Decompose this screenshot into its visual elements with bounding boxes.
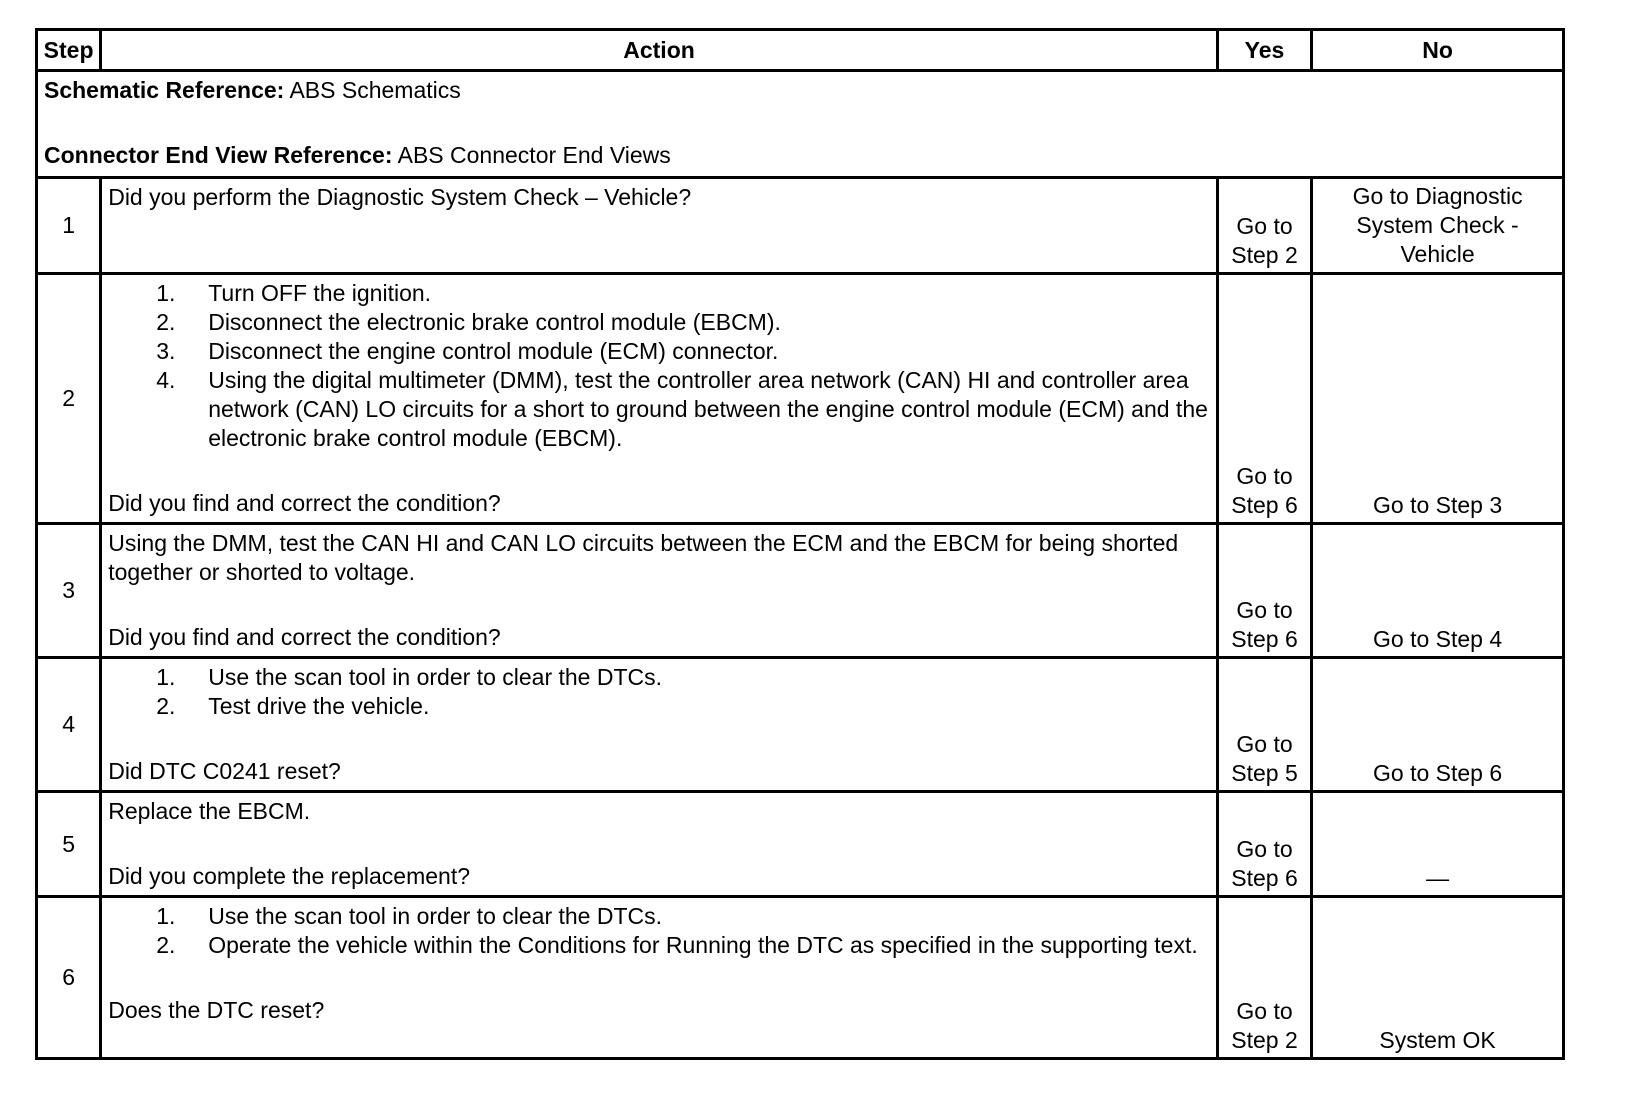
list-item: [108, 308, 1210, 337]
action-cell: [101, 792, 1218, 897]
question-text: Does the DTC reset?: [108, 997, 325, 1023]
table-row: [37, 792, 1564, 897]
list-item: [108, 366, 1210, 453]
yes-cell: Go to Step 6: [1217, 274, 1311, 524]
action-text: Using the DMM, test the CAN HI and CAN LO circuits between the ECM and the EBCM for being shorted together or shorted to voltage.: [108, 530, 1179, 585]
list-item-number: 3.: [156, 338, 176, 364]
no-cell: Go to Diagnostic System Check - Vehicle: [1312, 178, 1564, 274]
table-row: [37, 897, 1564, 1059]
action-cell: [101, 178, 1218, 274]
action-text: Did you perform the Diagnostic System Check – Vehicle?: [108, 184, 692, 210]
reference-spacer: [44, 105, 1556, 141]
list-item: [108, 692, 1210, 721]
connector-reference-label: Connector End View Reference:: [44, 142, 393, 168]
reference-cell: [37, 71, 1564, 178]
spacer: [108, 587, 1210, 623]
step-number: 4: [37, 658, 101, 792]
table-row: [37, 658, 1564, 792]
step-number: 6: [37, 897, 101, 1059]
list-item-text: Test drive the vehicle.: [208, 693, 430, 719]
action-list: [108, 902, 1210, 960]
list-item: [108, 337, 1210, 366]
list-item-number: 2.: [156, 309, 176, 335]
list-item-text: Use the scan tool in order to clear the DTCs.: [208, 903, 663, 929]
question-text: Did you find and correct the condition?: [108, 490, 501, 516]
spacer: [108, 826, 1210, 862]
schematic-reference-value: ABS Schematics: [284, 77, 461, 103]
question-text: Did you find and correct the condition?: [108, 624, 501, 650]
no-cell: System OK: [1312, 897, 1564, 1059]
question-text: Did DTC C0241 reset?: [108, 758, 341, 784]
list-item-text: Disconnect the engine control module (ECM) connector.: [208, 338, 779, 364]
header-no: No: [1312, 30, 1564, 71]
action-list: [108, 663, 1210, 721]
no-cell: —: [1312, 792, 1564, 897]
list-item: [108, 663, 1210, 692]
diagnostic-table: [35, 28, 1565, 1060]
list-item-number: 1.: [156, 280, 176, 306]
list-item-number: 4.: [156, 367, 176, 393]
list-item: [108, 902, 1210, 931]
yes-cell: Go to Step 2: [1217, 178, 1311, 274]
header-yes: Yes: [1217, 30, 1311, 71]
spacer: [108, 960, 1210, 996]
list-item: [108, 931, 1210, 960]
header-action: Action: [101, 30, 1218, 71]
list-item-text: Disconnect the electronic brake control module (EBCM).: [208, 309, 781, 335]
connector-reference: [44, 141, 1556, 170]
action-cell: [101, 524, 1218, 658]
yes-cell: Go to Step 5: [1217, 658, 1311, 792]
action-list: [108, 279, 1210, 453]
action-cell: [101, 897, 1218, 1059]
list-item-text: Use the scan tool in order to clear the DTCs.: [208, 664, 663, 690]
list-item: [108, 279, 1210, 308]
header-step: Step: [37, 30, 101, 71]
step-number: 5: [37, 792, 101, 897]
schematic-reference-label: Schematic Reference:: [44, 77, 285, 103]
connector-reference-value: ABS Connector End Views: [392, 142, 671, 168]
list-item-number: 1.: [156, 664, 176, 690]
list-item-number: 1.: [156, 903, 176, 929]
spacer: [108, 721, 1210, 757]
action-cell: [101, 274, 1218, 524]
list-item-text: Turn OFF the ignition.: [208, 280, 432, 306]
no-cell: Go to Step 4: [1312, 524, 1564, 658]
yes-cell: Go to Step 6: [1217, 524, 1311, 658]
list-item-number: 2.: [156, 932, 176, 958]
yes-cell: Go to Step 2: [1217, 897, 1311, 1059]
yes-cell: Go to Step 6: [1217, 792, 1311, 897]
diagnostic-table-wrapper: [35, 28, 1565, 1060]
step-number: 1: [37, 178, 101, 274]
action-text: Replace the EBCM.: [108, 798, 311, 824]
reference-row: [37, 71, 1564, 178]
table-row: [37, 178, 1564, 274]
table-row: [37, 524, 1564, 658]
schematic-reference: [44, 76, 1556, 105]
step-number: 3: [37, 524, 101, 658]
list-item-text: Operate the vehicle within the Conditions for Running the DTC as specified in the supporting text.: [208, 932, 1198, 958]
spacer: [108, 453, 1210, 489]
list-item-number: 2.: [156, 693, 176, 719]
list-item-text: Using the digital multimeter (DMM), test the controller area network (CAN) HI and controller area network (CAN) LO circuits for a short to ground between the engine control module (ECM) and the electronic brake control module (EBCM).: [208, 367, 1208, 451]
no-cell: Go to Step 6: [1312, 658, 1564, 792]
table-row: [37, 274, 1564, 524]
action-cell: [101, 658, 1218, 792]
step-number: 2: [37, 274, 101, 524]
no-cell: Go to Step 3: [1312, 274, 1564, 524]
question-text: Did you complete the replacement?: [108, 863, 471, 889]
header-row: [37, 30, 1564, 71]
